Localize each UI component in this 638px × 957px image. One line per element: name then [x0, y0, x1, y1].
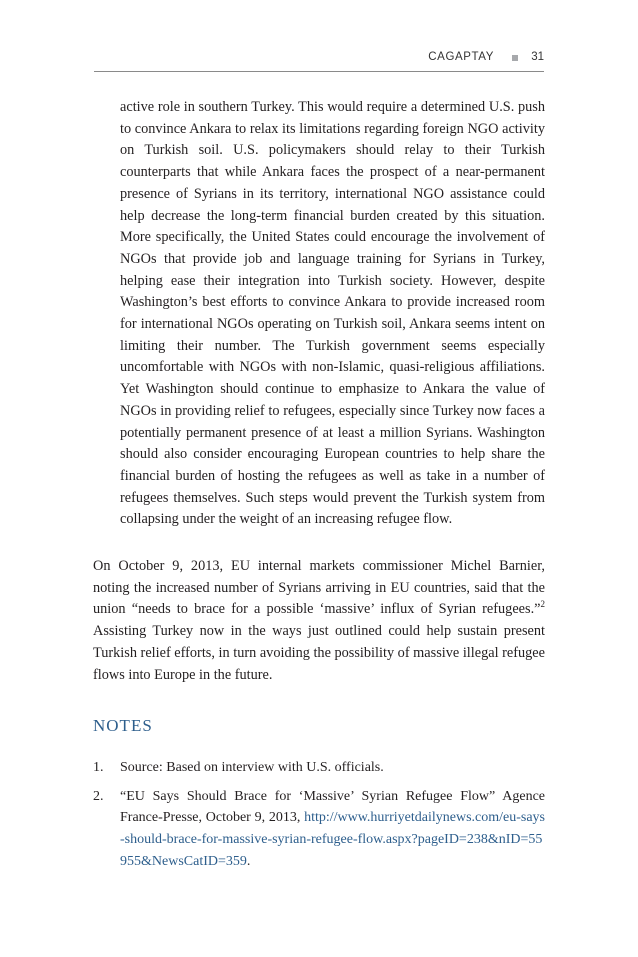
note-number: 1. [93, 760, 104, 775]
body-paragraph-text [93, 556, 545, 686]
body-paragraph [93, 556, 545, 686]
paragraph-text-after-ref: Assisting Turkey now in the ways just outlined could help sustain present Turkish relief efforts, in turn avoiding the possibility of massive illegal refugee flows into Europe in the future. [93, 623, 545, 683]
header-rule [94, 71, 544, 72]
note-link[interactable]: http://www.hurriyetdailynews.com/eu-says-should-brace-for-massive-syrian-refugee-flow.aspx?pageID=238&nID=55955&NewsCatID=359 [120, 810, 545, 869]
running-header-author: CAGAPTAY [428, 51, 494, 63]
notes-list [93, 757, 545, 880]
footnote-reference-2[interactable]: 2 [540, 599, 545, 610]
notes-heading: NOTES [93, 716, 153, 735]
page-number: 31 [531, 51, 544, 63]
running-header [94, 47, 544, 69]
block-quote [120, 97, 545, 531]
header-separator-square [512, 55, 518, 61]
paragraph-text-before-ref: On October 9, 2013, EU internal markets commissioner Michel Barnier, noting the increased number of Syrians arriving in EU countries, said that the union “needs to brace for a possible ‘massive’ influx of Syrian refugees.” [93, 558, 545, 618]
note-number: 2. [93, 788, 104, 804]
note-text-tail: . [246, 853, 251, 869]
note-text: “EU Says Should Brace for ‘Massive’ Syrian Refugee Flow” Agence France-Presse, October 9, 2013, [120, 788, 545, 826]
block-quote-text: active role in southern Turkey. This would require a determined U.S. push to convince Ankara to relax its limitations regarding foreign NGO activity on Turkish soil. U.S. policymakers should relay to their Turkish counterparts that while Ankara faces the prospect of a near-permanent presence of Syrians in its territory, international NGO assistance could help decrease the long-term financial burden created by this situation. More specifically, the United States could encourage the involvement of NGOs that provide job and language training for Syrians in Turkey, helping ease their integration into Turkish society. However, despite Washington’s best efforts to convince Ankara to provide increased room for international NGOs operating on Turkish soil, Ankara seems intent on limiting their number. The Turkish government seems especially uncomfortable with NGOs with non-Islamic, quasi-religious affiliations. Yet Washington should continue to emphasize to Ankara the value of NGOs in providing relief to refugees, especially since Turkey now faces a potentially permanent presence of at least a million Syrians. Washington should also consider encouraging European countries to help share the financial burden of hosting the refugees as well as take in a number of refugees themselves. Such steps would prevent the Turkish system from collapsing under the weight of an increasing refugee flow. [120, 99, 545, 528]
note-text: Source: Based on interview with U.S. officials. [120, 760, 384, 775]
note-item [93, 757, 545, 779]
note-item [93, 786, 545, 873]
